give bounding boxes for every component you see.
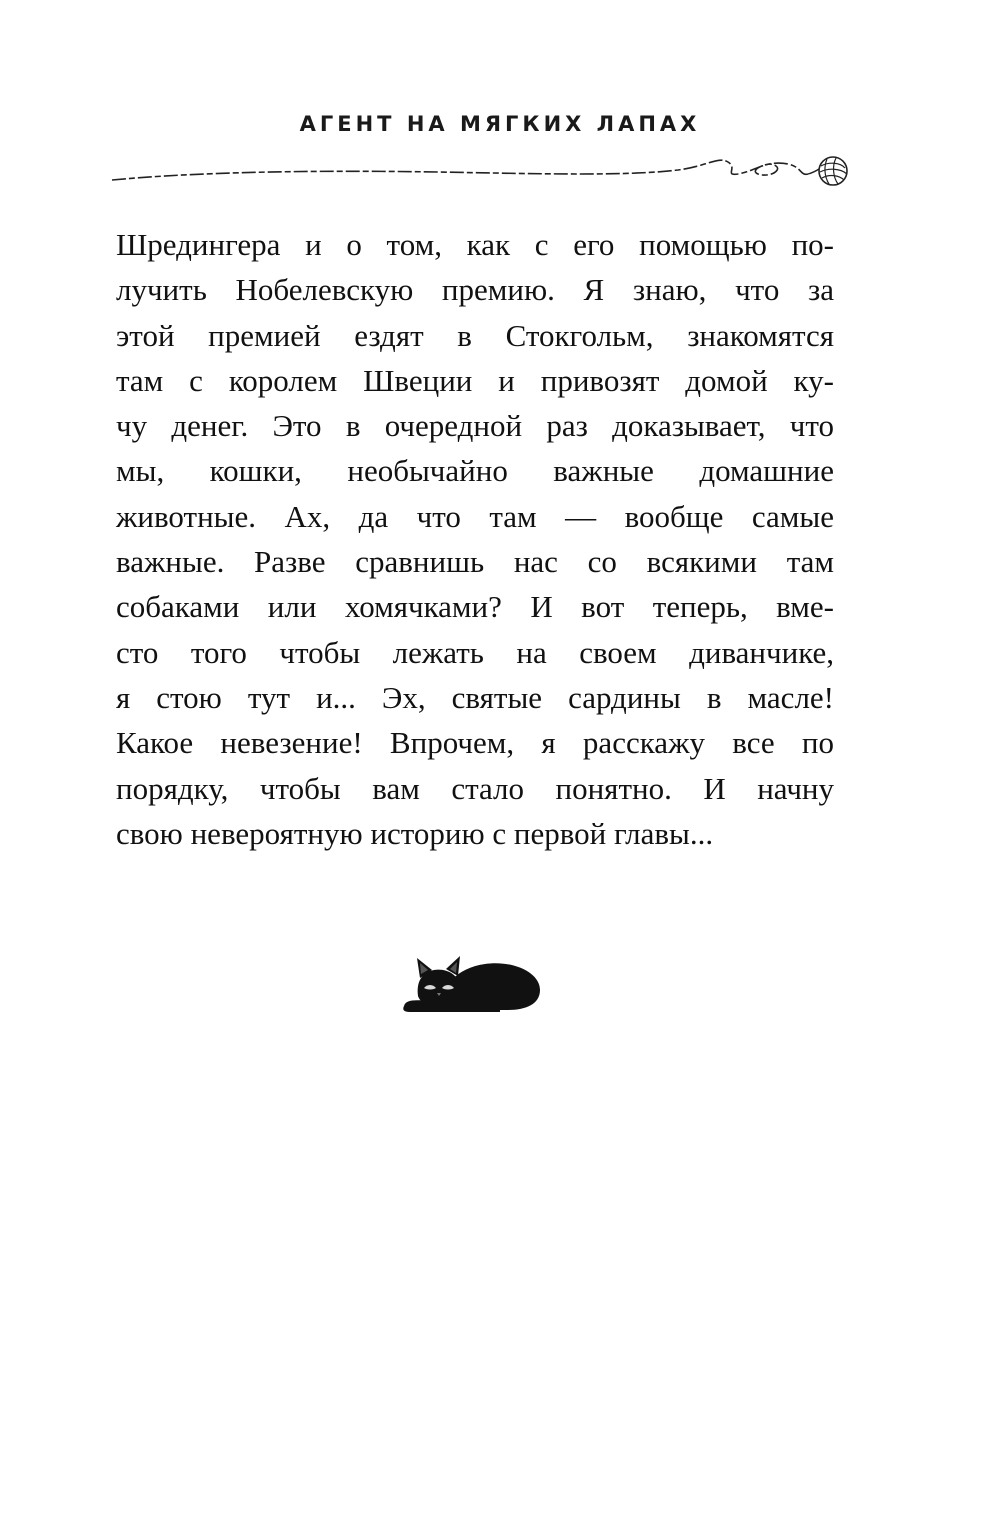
text-line: этой премией ездят в Стокгольм, знакомятся [116, 317, 834, 353]
text-line: важные. Разве сравнишь нас со всякими там [116, 544, 834, 580]
sleeping-cat-icon [400, 950, 542, 1014]
body-text [116, 222, 834, 856]
text-line: чу денег. Это в очередной раз доказывает, что [116, 408, 834, 444]
text-line: порядку, чтобы вам стало понятно. И начну [116, 770, 834, 806]
text-line: я стою тут и... Эх, святые сардины в масле! [116, 679, 834, 715]
text-line: свою невероятную историю с первой главы... [116, 815, 714, 851]
text-line: собаками или хомячками? И вот теперь, вме- [116, 589, 834, 625]
text-line: Шредингера и о том, как с его помощью по- [116, 227, 834, 262]
yarn-thread-icon [108, 150, 848, 194]
text-line: мы, кошки, необычайно важные домашние [116, 453, 834, 489]
running-header: АГЕНТ НА МЯГКИХ ЛАПАХ [299, 112, 701, 136]
text-line: животные. Ах, да что там — вообще самые [116, 498, 834, 534]
text-line: лучить Нобелевскую премию. Я знаю, что за [116, 272, 834, 308]
text-line: там с королем Швеции и привозят домой ку- [116, 362, 834, 398]
text-line: сто того чтобы лежать на своем диванчике, [116, 634, 834, 670]
text-line: Какое невезение! Впрочем, я расскажу все по [116, 725, 834, 761]
